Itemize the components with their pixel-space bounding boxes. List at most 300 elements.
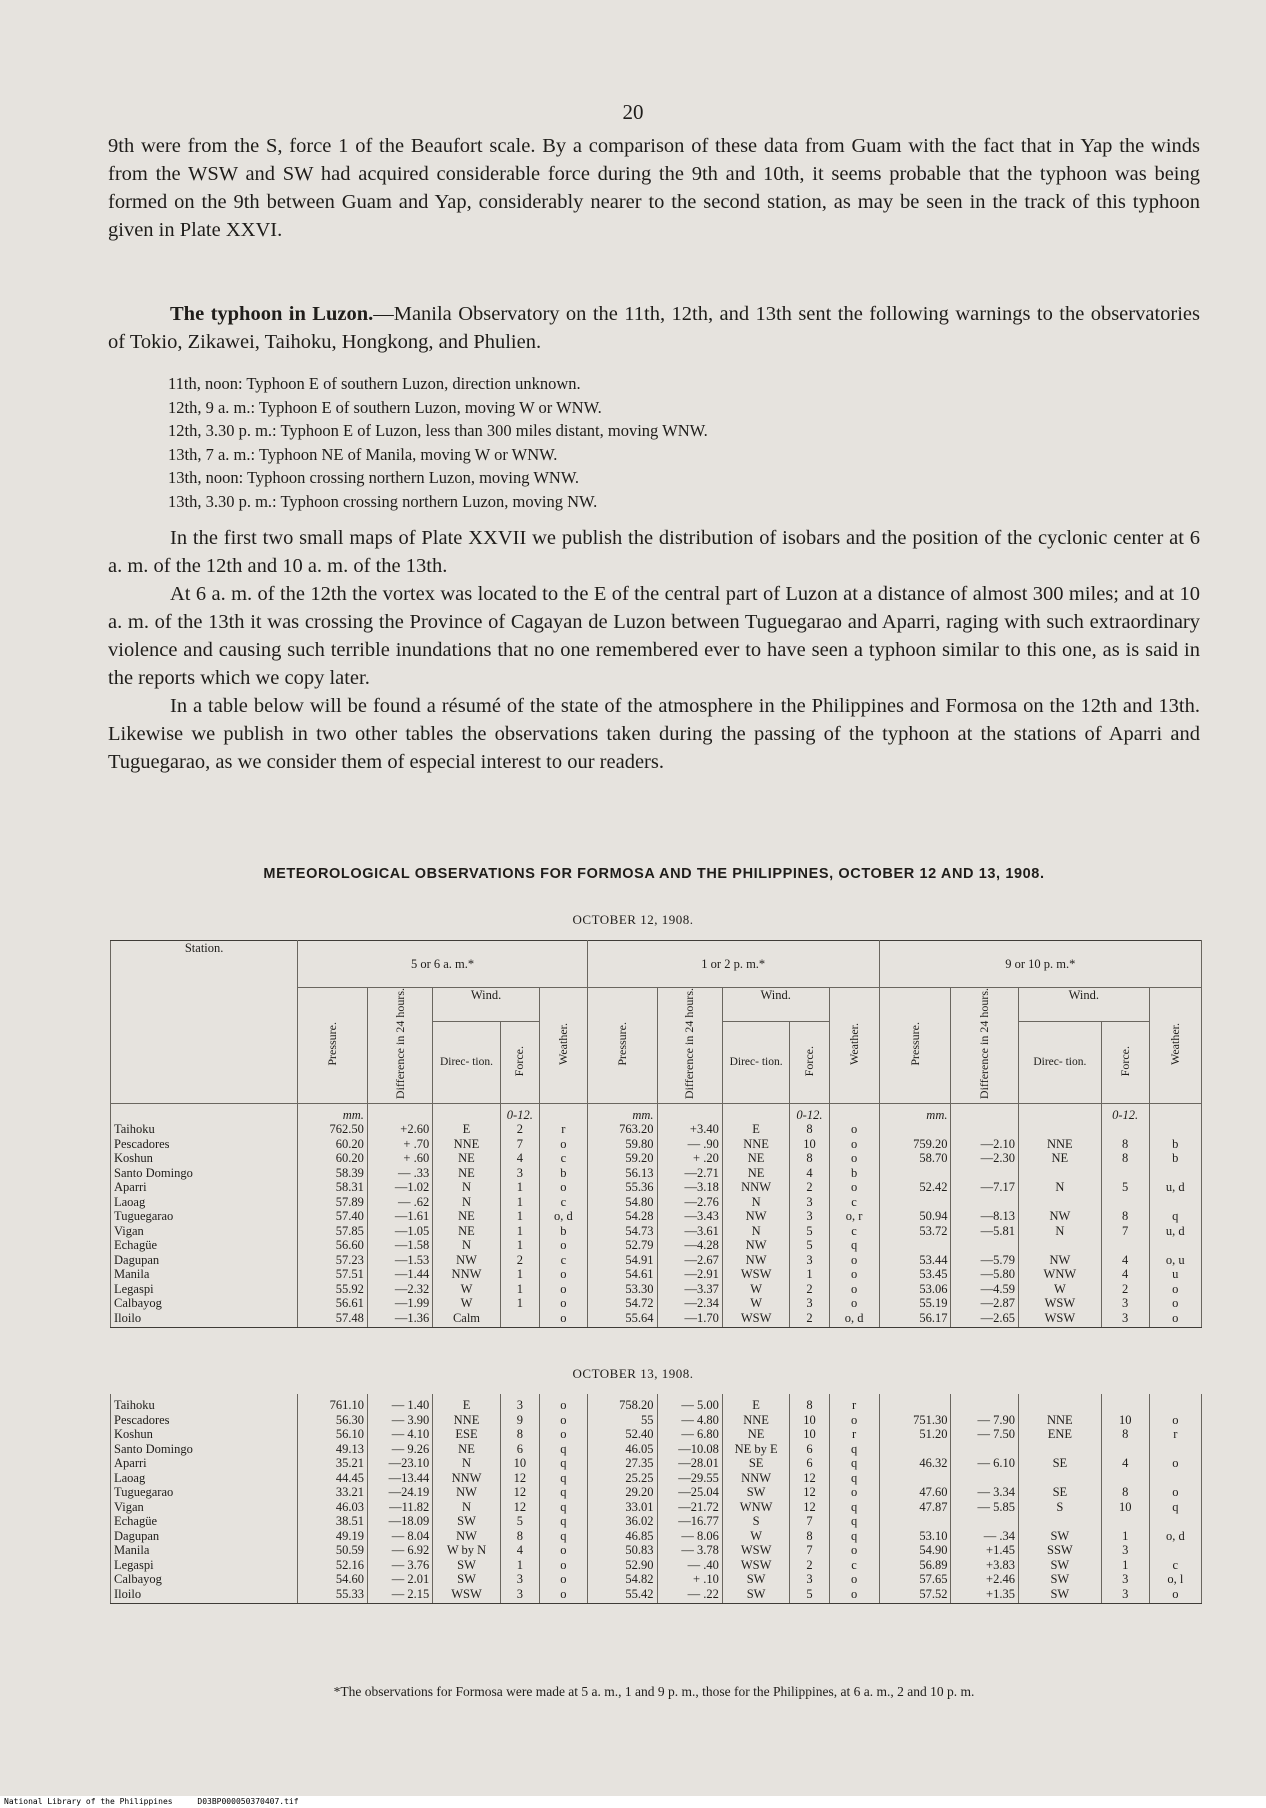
units-cell	[111, 1103, 298, 1122]
station-name-cell: Laoag	[111, 1195, 298, 1210]
table-cell: o	[829, 1267, 879, 1282]
table-cell: 53.06	[879, 1282, 951, 1297]
table-cell: 12	[500, 1485, 539, 1500]
paragraph-3: In the first two small maps of Plate XXVII we publish the distribution of isobars and the position of the cyclonic center at 6 a. m. of the 12th and 10 a. m. of the 13th.	[108, 527, 1200, 577]
table-cell: ESE	[433, 1427, 501, 1442]
page-number: 20	[622, 100, 644, 124]
table-cell	[1149, 1122, 1201, 1137]
table-cell: W	[433, 1282, 501, 1297]
table-cell: 7	[790, 1543, 829, 1558]
table-cell: NE	[1018, 1151, 1101, 1166]
table-cell: — .62	[367, 1195, 432, 1210]
table-cell: N	[433, 1180, 501, 1195]
force-header: Force.	[1101, 1022, 1149, 1103]
table-cell: 8	[1101, 1137, 1149, 1152]
direction-header: Direc- tion.	[1018, 1022, 1101, 1103]
station-name-cell: Manila	[111, 1543, 298, 1558]
table-cell: 1	[500, 1282, 539, 1297]
table-cell: o	[1149, 1413, 1201, 1428]
table-cell: 58.70	[879, 1151, 951, 1166]
table-cell: 52.16	[298, 1558, 368, 1573]
table-cell: 1	[500, 1224, 539, 1239]
table-cell: o, l	[1149, 1572, 1201, 1587]
table-cell: 33.21	[298, 1485, 368, 1500]
table-cell: NW	[433, 1485, 501, 1500]
table-cell: 4	[1101, 1267, 1149, 1282]
table-row	[111, 1180, 1202, 1195]
table-cell: 12	[500, 1471, 539, 1486]
table-cell: SW	[722, 1572, 790, 1587]
table-cell: N	[1018, 1224, 1101, 1239]
table-cell: c	[829, 1195, 879, 1210]
warnings-list	[168, 372, 1068, 513]
table-cell	[951, 1122, 1019, 1137]
table-cell: NW	[722, 1209, 790, 1224]
table-cell: c	[829, 1558, 879, 1573]
table-cell: NW	[433, 1253, 501, 1268]
table-cell: 53.30	[587, 1282, 657, 1297]
table-cell: +1.45	[951, 1543, 1019, 1558]
table-row	[111, 1311, 1202, 1328]
table-cell: o	[539, 1282, 587, 1297]
table-cell: o, r	[829, 1209, 879, 1224]
table-cell	[1149, 1543, 1201, 1558]
table-cell: 1	[1101, 1529, 1149, 1544]
table-cell: 57.23	[298, 1253, 368, 1268]
table-cell: —2.30	[951, 1151, 1019, 1166]
table-cell	[1018, 1471, 1101, 1486]
table-cell: 6	[790, 1442, 829, 1457]
table-cell: 761.10	[298, 1394, 368, 1413]
table-cell: 57.52	[879, 1587, 951, 1604]
table-cell: b	[829, 1166, 879, 1181]
table-cell: o	[829, 1413, 879, 1428]
table-cell: 60.20	[298, 1151, 368, 1166]
table-cell	[951, 1166, 1019, 1181]
table-cell: o	[539, 1267, 587, 1282]
table-cell	[951, 1238, 1019, 1253]
table-cell: + .10	[657, 1572, 722, 1587]
table-cell: +1.35	[951, 1587, 1019, 1604]
table-cell: 12	[790, 1485, 829, 1500]
table-cell: E	[433, 1394, 501, 1413]
table-cell: 1	[500, 1238, 539, 1253]
table-cell: 8	[790, 1151, 829, 1166]
station-name-cell: Vigan	[111, 1500, 298, 1515]
table-cell: 54.80	[587, 1195, 657, 1210]
table-cell: 46.32	[879, 1456, 951, 1471]
station-name-cell: Aparri	[111, 1180, 298, 1195]
table-cell: —3.37	[657, 1282, 722, 1297]
table-cell: — 2.15	[367, 1587, 432, 1604]
table-cell: 3	[1101, 1587, 1149, 1604]
paragraph-4: At 6 a. m. of the 12th the vortex was located to the E of the central part of Luzon at a distance of almost 300 miles; and at 10 a. m. of the 13th it was crossing the Province of Cagayan de Luzon between Tuguegarao and Aparri, raging with such extraordinary violence and causing such terrible inundations that no one remembered ever to have seen a typhoon similar to this one, as is said in the reports which we copy later.	[108, 583, 1200, 689]
table-cell: + .60	[367, 1151, 432, 1166]
table-cell: q	[539, 1529, 587, 1544]
table-cell: o	[539, 1137, 587, 1152]
table-cell: W	[433, 1296, 501, 1311]
table-cell: NNE	[433, 1137, 501, 1152]
table-cell	[1149, 1238, 1201, 1253]
table-cell	[951, 1514, 1019, 1529]
table-cell	[1149, 1394, 1201, 1413]
table-cell: o	[539, 1394, 587, 1413]
table-cell: 8	[1101, 1485, 1149, 1500]
table-cell: 56.10	[298, 1427, 368, 1442]
table-cell: 52.42	[879, 1180, 951, 1195]
table-cell: — 9.26	[367, 1442, 432, 1457]
table-cell: 57.85	[298, 1224, 368, 1239]
table-cell: — .90	[657, 1137, 722, 1152]
table-cell: NW	[722, 1238, 790, 1253]
table-cell: q	[1149, 1500, 1201, 1515]
table-cell: b	[539, 1166, 587, 1181]
units-cell: 0-12.	[790, 1103, 829, 1122]
table-cell	[1018, 1166, 1101, 1181]
table-cell: NE	[433, 1442, 501, 1457]
table-cell: c	[1149, 1558, 1201, 1573]
table-cell: 759.20	[879, 1137, 951, 1152]
table-cell: 25.25	[587, 1471, 657, 1486]
table-row	[111, 1514, 1202, 1529]
table-cell: —3.43	[657, 1209, 722, 1224]
table-cell: o	[539, 1296, 587, 1311]
paragraph-1-block	[108, 132, 1200, 244]
table-cell: 2	[500, 1253, 539, 1268]
table-cell: q	[829, 1529, 879, 1544]
table-row	[111, 1122, 1202, 1137]
table-cell: 59.20	[587, 1151, 657, 1166]
table-cell	[879, 1394, 951, 1413]
station-name-cell: Tuguegarao	[111, 1485, 298, 1500]
table-cell: N	[433, 1195, 501, 1210]
table-row	[111, 1195, 1202, 1210]
direction-header: Direc- tion.	[722, 1022, 790, 1103]
table-cell: 46.03	[298, 1500, 368, 1515]
table-cell: 56.61	[298, 1296, 368, 1311]
table-cell	[1101, 1514, 1149, 1529]
table-cell: SW	[1018, 1558, 1101, 1573]
station-name-cell: Echagüe	[111, 1238, 298, 1253]
station-name-cell: Pescadores	[111, 1137, 298, 1152]
table-cell: 54.61	[587, 1267, 657, 1282]
station-name-cell: Laoag	[111, 1471, 298, 1486]
group-header-afternoon: 1 or 2 p. m.*	[587, 941, 879, 988]
table-cell: 7	[500, 1137, 539, 1152]
table-cell: NE by E	[722, 1442, 790, 1457]
station-name-cell: Legaspi	[111, 1558, 298, 1573]
table-cell: — 5.85	[951, 1500, 1019, 1515]
table-cell: o	[539, 1587, 587, 1604]
table-cell: —5.80	[951, 1267, 1019, 1282]
table-cell: WSW	[433, 1587, 501, 1604]
table-cell: o, d	[1149, 1529, 1201, 1544]
table-cell: 10	[790, 1427, 829, 1442]
table-cell: N	[433, 1238, 501, 1253]
table-cell: 1	[500, 1195, 539, 1210]
station-name-cell: Pescadores	[111, 1413, 298, 1428]
table-cell: 52.79	[587, 1238, 657, 1253]
table-cell: 763.20	[587, 1122, 657, 1137]
table-cell: SW	[1018, 1529, 1101, 1544]
station-name-cell: Echagüe	[111, 1514, 298, 1529]
table-row	[111, 1267, 1202, 1282]
table-cell: b	[1149, 1137, 1201, 1152]
table-cell: c	[539, 1253, 587, 1268]
table-cell: 60.20	[298, 1137, 368, 1152]
table-cell: 2	[790, 1180, 829, 1195]
table-cell: —1.05	[367, 1224, 432, 1239]
paragraph-5: In a table below will be found a résumé of the state of the atmosphere in the Philippines and Formosa on the 12th and 13th. Likewise we publish in two other tables the observations taken during the passing of the typhoon at the stations of Aparri and Tuguegarao, as we consider them of especial interest to our readers.	[108, 695, 1200, 773]
table-cell	[951, 1442, 1019, 1457]
table-cell: —2.10	[951, 1137, 1019, 1152]
table-cell: 46.85	[587, 1529, 657, 1544]
table-cell: 56.89	[879, 1558, 951, 1573]
table-cell: NNW	[433, 1267, 501, 1282]
table-cell: 9	[500, 1413, 539, 1428]
table-cell	[879, 1442, 951, 1457]
table-cell: 10	[1101, 1413, 1149, 1428]
table-cell: 55	[587, 1413, 657, 1428]
table-cell: WSW	[1018, 1311, 1101, 1328]
table-cell: 2	[790, 1311, 829, 1328]
table-cell: 8	[1101, 1427, 1149, 1442]
table-cell: 27.35	[587, 1456, 657, 1471]
station-name-cell: Vigan	[111, 1224, 298, 1239]
table-cell: NE	[433, 1166, 501, 1181]
station-name-cell: Taihoku	[111, 1122, 298, 1137]
table-cell	[1149, 1166, 1201, 1181]
table-cell: + .70	[367, 1137, 432, 1152]
group-header-evening: 9 or 10 p. m.*	[879, 941, 1201, 988]
table-cell: 3	[500, 1394, 539, 1413]
table-cell: o	[829, 1122, 879, 1137]
table-cell: c	[539, 1151, 587, 1166]
station-name-cell: Calbayog	[111, 1296, 298, 1311]
table-cell: 1	[500, 1558, 539, 1573]
station-name-cell: Dagupan	[111, 1253, 298, 1268]
table-row	[111, 1587, 1202, 1604]
table-cell: E	[722, 1394, 790, 1413]
table-cell	[1018, 1122, 1101, 1137]
table-cell	[1018, 1394, 1101, 1413]
table-cell: 56.17	[879, 1311, 951, 1328]
table-cell: 1	[500, 1296, 539, 1311]
table-cell: 55.92	[298, 1282, 368, 1297]
table-cell: S	[1018, 1500, 1101, 1515]
table-cell: 57.48	[298, 1311, 368, 1328]
table-cell: —2.65	[951, 1311, 1019, 1328]
table-cell: 55.33	[298, 1587, 368, 1604]
table-cell: o	[829, 1151, 879, 1166]
table-cell: 57.65	[879, 1572, 951, 1587]
table-cell: —4.59	[951, 1282, 1019, 1297]
station-name-cell: Iloilo	[111, 1587, 298, 1604]
table-cell: o	[829, 1180, 879, 1195]
units-row	[111, 1103, 1202, 1122]
table-cell: — 4.80	[657, 1413, 722, 1428]
table-cell: — 1.40	[367, 1394, 432, 1413]
table-cell	[879, 1166, 951, 1181]
table-cell: o, d	[829, 1311, 879, 1328]
table-cell: —8.13	[951, 1209, 1019, 1224]
table-cell: o	[1149, 1296, 1201, 1311]
table-cell: —1.99	[367, 1296, 432, 1311]
table-cell: SW	[722, 1587, 790, 1604]
units-cell: mm.	[587, 1103, 657, 1122]
table-cell: — 2.01	[367, 1572, 432, 1587]
table-cell: 4	[1101, 1253, 1149, 1268]
table-cell: 762.50	[298, 1122, 368, 1137]
table-cell: NNE	[1018, 1413, 1101, 1428]
table-cell: 3	[790, 1572, 829, 1587]
table-cell	[879, 1471, 951, 1486]
table-cell	[1149, 1471, 1201, 1486]
units-cell	[657, 1103, 722, 1122]
oct13-label: OCTOBER 13, 1908.	[572, 1366, 694, 1381]
table-cell: SSW	[1018, 1543, 1101, 1558]
table-cell: —1.53	[367, 1253, 432, 1268]
table-cell: —2.34	[657, 1296, 722, 1311]
table-cell	[1101, 1238, 1149, 1253]
table-cell: —7.17	[951, 1180, 1019, 1195]
wind-header: Wind.	[1018, 988, 1149, 1022]
table-cell: —5.79	[951, 1253, 1019, 1268]
warning-item: 11th, noon: Typhoon E of southern Luzon, direction unknown.	[168, 374, 581, 393]
table-cell: 57.40	[298, 1209, 368, 1224]
table-row	[111, 1166, 1202, 1181]
paragraph-2-text: —Manila Observatory on the 11th, 12th, and 13th sent the following warnings to the observatories of Tokio, Zikawei, Taihoku, Hongkong, and Phulien.	[108, 303, 1200, 353]
table-cell: 4	[500, 1543, 539, 1558]
table-cell: q	[539, 1514, 587, 1529]
table-cell: 3	[1101, 1311, 1149, 1328]
table-cell: 2	[1101, 1282, 1149, 1297]
table-cell: o	[539, 1543, 587, 1558]
table-cell: 50.59	[298, 1543, 368, 1558]
table-row	[111, 1485, 1202, 1500]
table-cell: o	[539, 1572, 587, 1587]
table-cell: —1.44	[367, 1267, 432, 1282]
station-name-cell: Santo Domingo	[111, 1442, 298, 1457]
table-cell: 55.36	[587, 1180, 657, 1195]
table-cell: 58.39	[298, 1166, 368, 1181]
units-cell	[367, 1103, 432, 1122]
station-name-cell: Dagupan	[111, 1529, 298, 1544]
table-cell: —21.72	[657, 1500, 722, 1515]
table-cell: Calm	[433, 1311, 501, 1328]
table-cell: — 3.90	[367, 1413, 432, 1428]
table-cell: 51.20	[879, 1427, 951, 1442]
table-cell	[951, 1471, 1019, 1486]
table-cell: +2.60	[367, 1122, 432, 1137]
table-cell: — 6.10	[951, 1456, 1019, 1471]
table-cell: NE	[722, 1166, 790, 1181]
units-cell	[433, 1103, 501, 1122]
table-cell: 38.51	[298, 1514, 368, 1529]
table-row	[111, 1529, 1202, 1544]
table-cell: q	[829, 1442, 879, 1457]
table-cell: NE	[722, 1151, 790, 1166]
table-cell: SW	[433, 1514, 501, 1529]
units-cell	[539, 1103, 587, 1122]
table-cell: o	[539, 1427, 587, 1442]
table-cell: 5	[500, 1514, 539, 1529]
station-header: Station.	[111, 941, 298, 1104]
pressure-header: Pressure.	[298, 988, 368, 1104]
table-cell: q	[829, 1471, 879, 1486]
table-cell: —3.18	[657, 1180, 722, 1195]
table-cell: 47.60	[879, 1485, 951, 1500]
table-cell: 7	[790, 1514, 829, 1529]
observations-table-oct13	[110, 1394, 1202, 1604]
table-cell: 54.82	[587, 1572, 657, 1587]
file-name: D03BP000050370407.tif	[197, 1797, 299, 1806]
table-cell	[1101, 1122, 1149, 1137]
warning-item: 12th, 3.30 p. m.: Typhoon E of Luzon, less than 300 miles distant, moving WNW.	[168, 421, 708, 440]
table-cell: —1.58	[367, 1238, 432, 1253]
difference-header: Difference in 24 hours.	[657, 988, 722, 1104]
table-cell: 57.51	[298, 1267, 368, 1282]
table-cell: N	[433, 1500, 501, 1515]
table-cell: SW	[433, 1558, 501, 1573]
table-cell: — 8.06	[657, 1529, 722, 1544]
table-cell: 49.19	[298, 1529, 368, 1544]
table-cell	[1018, 1514, 1101, 1529]
table-row	[111, 1137, 1202, 1152]
table-cell: —13.44	[367, 1471, 432, 1486]
table-cell: —25.04	[657, 1485, 722, 1500]
station-name-cell: Iloilo	[111, 1311, 298, 1328]
table-row	[111, 1209, 1202, 1224]
table-cell: NNE	[722, 1413, 790, 1428]
station-name-cell: Legaspi	[111, 1282, 298, 1297]
table-cell: 2	[500, 1122, 539, 1137]
table-cell: o	[829, 1587, 879, 1604]
table-cell: 53.44	[879, 1253, 951, 1268]
table-cell: 46.05	[587, 1442, 657, 1457]
units-cell	[1149, 1103, 1201, 1122]
table-cell: WSW	[722, 1558, 790, 1573]
table-cell	[951, 1394, 1019, 1413]
weather-header: Weather.	[539, 988, 587, 1104]
table-cell: +3.83	[951, 1558, 1019, 1573]
table-cell: 5	[790, 1587, 829, 1604]
table-cell: W	[1018, 1282, 1101, 1297]
table-cell: 1	[500, 1209, 539, 1224]
table-cell: 3	[790, 1209, 829, 1224]
table-cell: 12	[790, 1500, 829, 1515]
table-cell: 54.60	[298, 1572, 368, 1587]
table-cell: 758.20	[587, 1394, 657, 1413]
table-cell: 6	[500, 1442, 539, 1457]
table-cell: 1	[500, 1267, 539, 1282]
table-cell: N	[722, 1195, 790, 1210]
table-cell: SE	[1018, 1456, 1101, 1471]
table-cell: 8	[790, 1122, 829, 1137]
table-cell: — 6.80	[657, 1427, 722, 1442]
table-cell	[1101, 1442, 1149, 1457]
table-cell: 53.10	[879, 1529, 951, 1544]
table-cell: 8	[790, 1394, 829, 1413]
table-cell: o	[539, 1558, 587, 1573]
table-cell: NW	[433, 1529, 501, 1544]
table-cell: —1.36	[367, 1311, 432, 1328]
paragraphs-3-5-block	[108, 524, 1200, 776]
table-cell: 12	[790, 1471, 829, 1486]
table-cell: q	[539, 1485, 587, 1500]
table-cell: WNW	[722, 1500, 790, 1515]
station-name-cell: Santo Domingo	[111, 1166, 298, 1181]
